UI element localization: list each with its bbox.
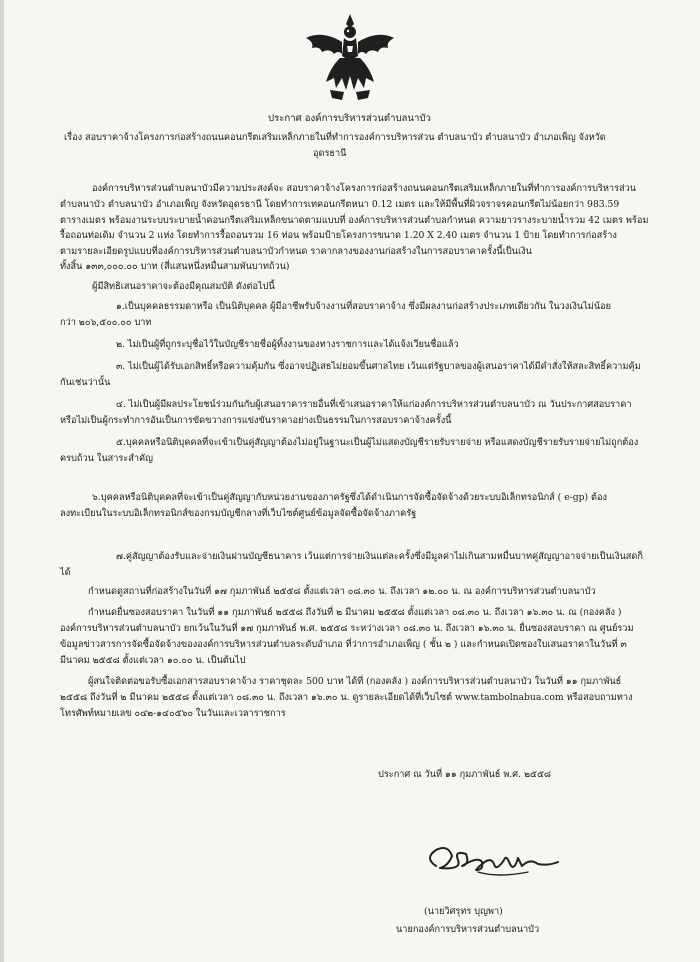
signer-title: นายกองค์การบริหารส่วนตำบลนาบัว [396,924,540,935]
qualification-2: ๒. ไม่เป็นผู้ที่ถูกระบุชื่อไว้ในบัญชีรายชื่อผู้ทิ้งงานของทางราชการและได้แจ้งเวียนชื่อแล้ว [116,339,459,350]
qualification-4-line: หรือไม่เป็นผู้กระทำการอันเป็นการขัดขวางการแข่งขันราคาอย่างเป็นธรรมในการสอบราคาจ้างครั้งนี้ [60,415,452,426]
qualification-1-line: ๑.เป็นบุคคลธรรมดาหรือ เป็นนิติบุคคล ผู้มีอาชีพรับจ้างงานที่สอบราคาจ้าง ซึ่งมีผลงานก่อสร้างประเภทเดียวกัน ในวงเงินไม่น้อย [116,301,612,312]
qualification-5-line: ครบถ้วน ในสาระสำคัญ [60,453,153,464]
qualification-6-line: ๖.บุคคลหรือนิติบุคคลที่จะเข้าเป็นคู่สัญญากับหน่วยงานของภาครัฐซึ่งได้ดำเนินการจัดซื้อจัดจ้างด้วยระบบอิเล็กทรอนิกส์ ( e-gp) ต้อง [92,492,607,503]
qualification-7-line: ๗.คู่สัญญาต้องรับและจ่ายเงินผ่านบัญชีธนาคาร เว้นแต่การจ่ายเงินแต่ละครั้งซึ่งมีมูลค่าไม่เกินสามหมื่นบาทคู่สัญญาอาจจ่ายเป็นเงินสดก็ [116,551,643,562]
qualification-4-line: ๔. ไม่เป็นผู้มีผลประโยชน์ร่วมกันกับผู้เสนอราคารายอื่นที่เข้าเสนอราคาให้แก่องค์การบริหารส่วนตำบลนาบัว ณ วันประกาศสอบราคา [116,399,632,410]
qualification-heading: ผู้มีสิทธิเสนอราคาจะต้องมีคุณสมบัติ ดังต่อไปนี้ [92,281,275,292]
para1-line: ตามรายละเอียดรูปแบบที่องค์การบริหารส่วนตำบลนาบัวกำหนด ราคากลางของงานก่อสร้างในการสอบราคาครั้งนี้เป็นเงิน [60,246,532,257]
page-edge-shadow [0,0,4,962]
handwritten-signature-icon [418,836,568,884]
qualification-3-line: กันเช่นว่านั้น [60,377,111,388]
subject-line-2: อุดรธานี [313,148,347,159]
qualification-5-line: ๕.บุคคลหรือนิติบุคคลที่จะเข้าเป็นคู่สัญญาต้องไม่อยู่ในฐานะเป็นผู้ไม่แสดงบัญชีรายรับรายจ่าย หรือแสดงบัญชีรายรับรายจ่ายไม่ถูกต้อง [116,437,639,448]
para1-line: ตำบลนาบัว ตำบลนาบัว อำเภอเพ็ญ จังหวัดอุดรธานี โดยทำการเทคอนกรีตหนา 0.12 เมตร และให้มีพื้นที่ผิวจราจรคอนกรีตไม่น้อยกว่า 983.59 [60,199,620,210]
qualification-3-line: ๓. ไม่เป็นผู้ได้รับเอกสิทธิ์หรือความคุ้มกัน ซึ่งอาจปฏิเสธไม่ยอมขึ้นศาลไทย เว้นแต่รัฐบาลของผู้เสนอราคาได้มีคำสั่งให้สละสิทธิ์ความคุ้ม [116,361,641,372]
para1-line: ทั้งสิ้น ๑๓๓,๐๐๐.๐๐ บาท (สี่แสนหนึ่งหมื่นสามพันบาทถ้วน) [60,261,290,272]
qualification-1-line: กว่า ๒๐๖,๕๐๐.๐๐ บาท [60,317,152,328]
para1-line: องค์การบริหารส่วนตำบลนาบัวมีความประสงค์จะ สอบราคาจ้างโครงการก่อสร้างถนนคอนกรีตเสริมเหล็กภายในที่ทำการองค์การบริหารส่วน [92,183,637,194]
submission-line: กำหนดยื่นซองสอบราคา ในวันที่ ๑๑ กุมภาพันธ์ ๒๕๕๘ ถึงวันที่ ๒ มีนาคม ๒๕๕๘ ตั้งแต่เวลา ๐๘.๓๐ น. ถึงเวลา ๑๖.๓๐ น. ณ (กองคลัง ) [88,607,622,618]
garuda-emblem-icon [300,8,400,104]
subject-line-1: เรื่อง สอบราคาจ้างโครงการก่อสร้างถนนคอนกรีตเสริมเหล็กภายในที่ทำการองค์การบริหารส่วน ตำบลนาบัว ตำบลนาบัว อำเภอเพ็ญ จังหวัด [64,132,606,143]
document-title: ประกาศ องค์การบริหารส่วนตำบลนาบัว [268,113,431,124]
qualification-6-line: ลงทะเบียนในระบบอิเล็กทรอนิกส์ของกรมบัญชีกลางที่เว็บไซต์ศูนย์ข้อมูลจัดซื้อจัดจ้างภาครัฐ [60,508,417,519]
document-purchase-line: โทรศัพท์หมายเลข ๐๔๒-๑๔๐๕๖๐ ในวันและเวลาราชการ [60,708,286,719]
document-purchase-line: ผู้สนใจติดต่อขอรับซื้อเอกสารสอบราคาจ้าง ราคาชุดละ 500 บาท ได้ที่ (กองคลัง ) องค์การบริหารส่วนตำบลนาบัว ในวันที่ ๑๑ กุมภาพันธ์ [88,676,622,687]
document-purchase-line: ๒๕๕๘ ถึงวันที่ ๒ มีนาคม ๒๕๕๘ ตั้งแต่เวลา ๐๘.๓๐ น. ถึงเวลา ๑๖.๓๐ น. ดูรายละเอียดได้ที่เว็บไซต์ www.tambolnabua.com หรือสอบถามทาง [60,692,633,703]
para1-line: รื้อถอนท่อเดิม จำนวน 2 แห่ง โดยทำการรื้อถอนรวม 16 ท่อน พร้อมป้ายโครงการขนาด 1.20 X 2.40 เมตร จำนวน 1 ป้าย โดยทำการก่อสร้าง [60,230,617,241]
submission-line: องค์การบริหารส่วนตำบลนาบัว ยกเว้นในวันที่ ๑๗ กุมภาพันธ์ พ.ศ. ๒๕๕๘ ระหว่างเวลา ๐๘.๓๐ น. ถึงเวลา ๑๖.๓๐ น. ยื่นซองสอบราคา ณ ศูนย์รวม [60,623,634,634]
submission-line: มีนาคม ๒๕๕๘ ตั้งแต่เวลา ๑๐.๐๐ น. เป็นต้นไป [60,655,246,666]
para1-line: ตารางเมตร พร้อมงานระบบระบายน้ำคอนกรีตเสริมเหล็กขนาดตามแบบที่ องค์การบริหารส่วนตำบลกำหนด ความยาวรางระบายน้ำรวม 42 เมตร พร้อม [60,215,649,226]
qualification-7-line: ได้ [60,567,71,578]
site-visit: กำหนดดูสถานที่ก่อสร้างในวันที่ ๑๗ กุมภาพันธ์ ๒๕๕๘ ตั้งแต่เวลา ๐๘.๓๐ น. ถึงเวลา ๑๒.๐๐ น. ณ องค์การบริหารส่วนตำบลนาบัว [88,586,596,597]
submission-line: ข้อมูลข่าวสารการจัดซื้อจัดจ้างขององค์การบริหารส่วนตำบลระดับอำเภอ ที่ว่าการอำเภอเพ็ญ ( ชั้น ๒ ) และกำหนดเปิดซองใบเสนอราคาในวันที่ ๓ [60,639,627,650]
announcement-date: ประกาศ ณ วันที่ ๑๑ กุมภาพันธ์ พ.ศ. ๒๕๕๘ [378,769,552,780]
signer-name: (นายวิศรุทร บุญพา) [424,906,503,917]
